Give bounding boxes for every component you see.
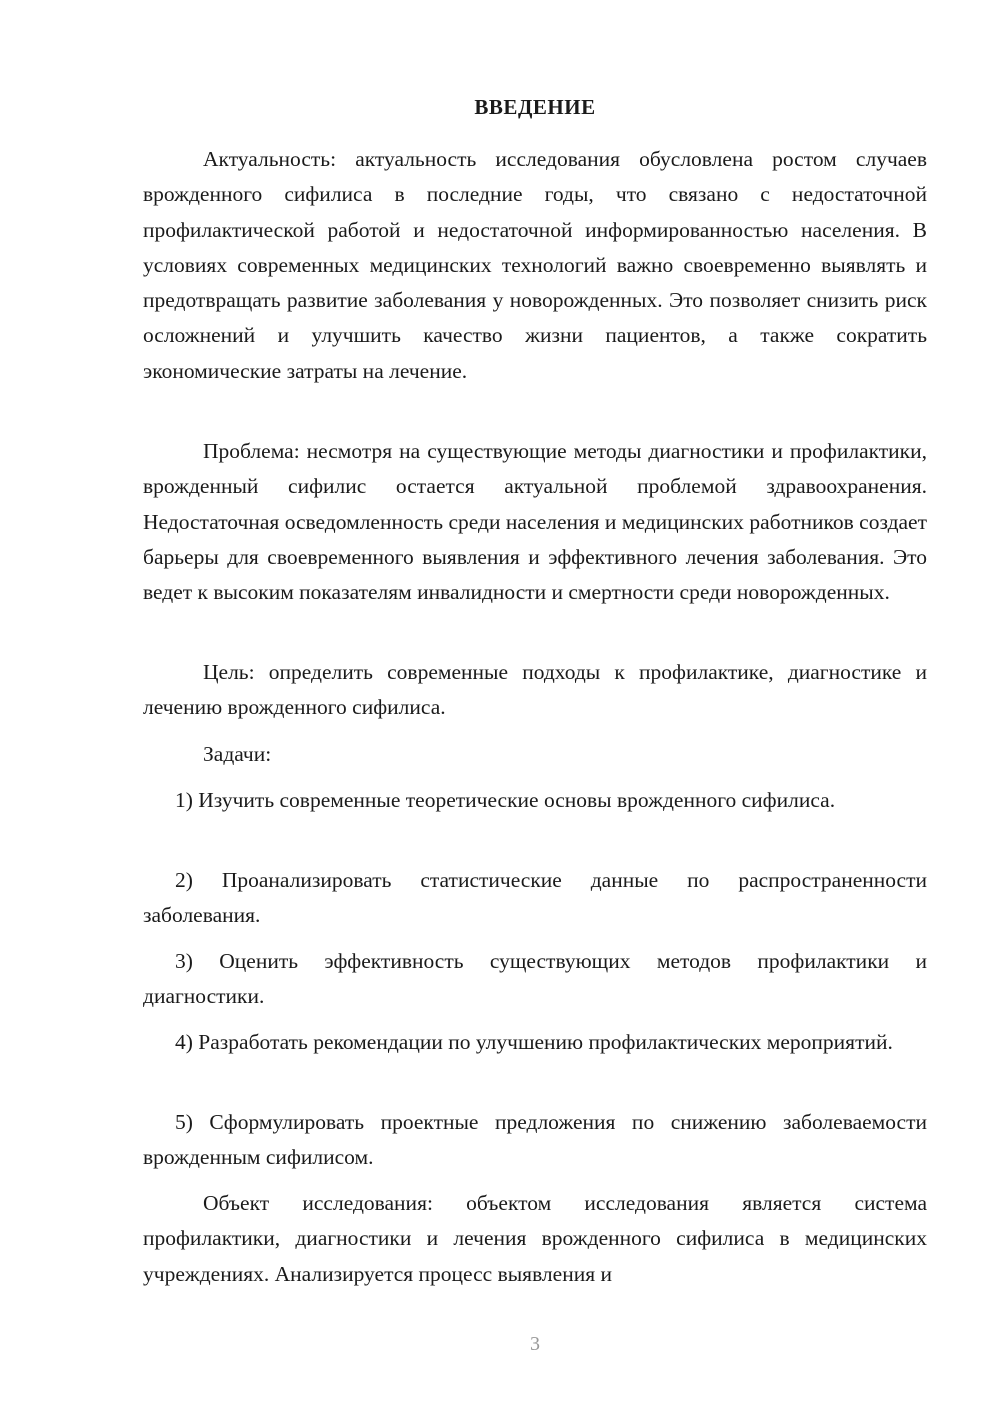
task-item-1: 1) Изучить современные теоретические основы врожденного сифилиса. <box>175 788 836 812</box>
section-heading: ВВЕДЕНИЕ <box>474 95 596 119</box>
object-paragraph: Объект исследования: объектом исследования является система профилактики, диагностики и лечения врожденного сифилиса в медицинских учреждениях. Анализируется процесс выявления и <box>143 1191 927 1286</box>
task-item-5: 5) Сформулировать проектные предложения по снижению заболеваемости врожденным сифилисом. <box>143 1110 927 1170</box>
page-number: 3 <box>530 1333 540 1355</box>
goal-paragraph: Цель: определить современные подходы к профилактике, диагностике и лечению врожденного сифилиса. <box>143 660 927 720</box>
task-item-2: 2) Проанализировать статистические данные по распространенности заболевания. <box>143 868 927 928</box>
problem-paragraph: Проблема: несмотря на существующие методы диагностики и профилактики, врожденный сифилис остается актуальной проблемой здравоохранения. Недостаточная осведомленность среди населения и медицинских работников создает барьеры для своевременного выявления и эффективного лечения заболевания. Это ведет к высоким показателям инвалидности и смертности среди новорожденных. <box>143 439 927 605</box>
relevance-paragraph: Актуальность: актуальность исследования обусловлена ростом случаев врожденного сифилиса в последние годы, что связано с недостаточной профилактической работой и недостаточной информированностью населения. В условиях современных медицинских технологий важно своевременно выявлять и предотвращать развитие заболевания у новорожденных. Это позволяет снизить риск осложнений и улучшить качество жизни пациентов, а также сократить экономические затраты на лечение. <box>143 147 927 383</box>
tasks-heading: Задачи: <box>203 742 272 766</box>
task-item-4: 4) Разработать рекомендации по улучшению профилактических мероприятий. <box>175 1030 893 1054</box>
task-item-3: 3) Оценить эффективность существующих методов профилактики и диагностики. <box>143 949 927 1009</box>
